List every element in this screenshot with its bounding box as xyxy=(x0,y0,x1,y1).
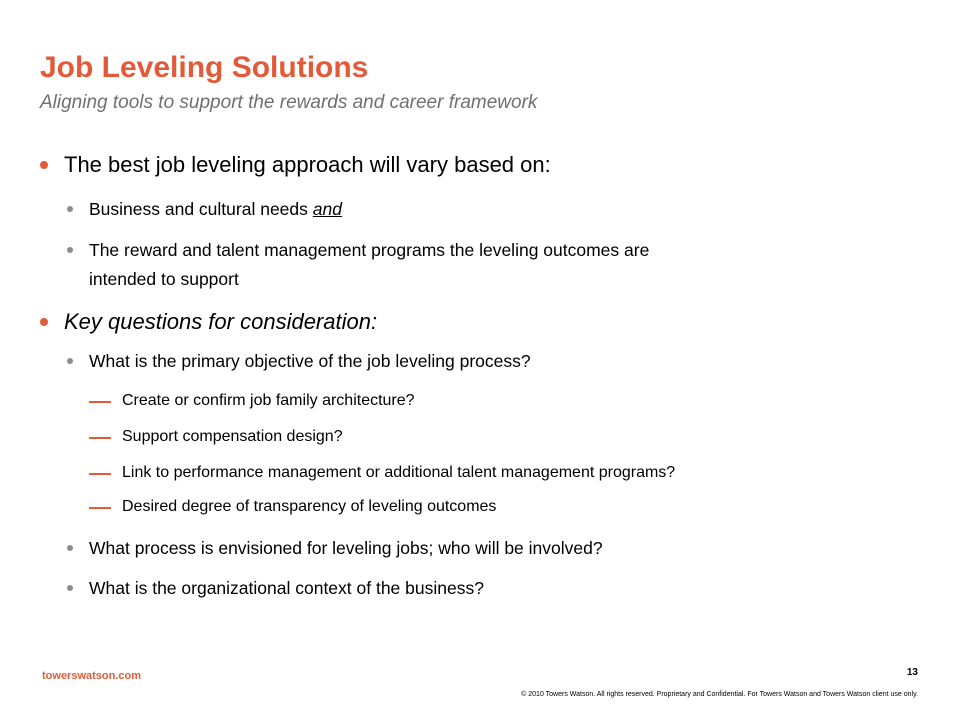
dash-item xyxy=(122,390,415,412)
bullet-level2 xyxy=(89,575,484,601)
emphasis-text: and xyxy=(312,199,342,219)
dash-item xyxy=(122,426,343,448)
page-number: 13 xyxy=(906,667,918,678)
bullet-text: What process is envisioned for leveling jobs; who will be involved? xyxy=(89,538,603,558)
dash-text: Desired degree of transparency of leveling outcomes xyxy=(122,498,497,515)
bullet-dot xyxy=(67,247,73,253)
bullet-dot xyxy=(67,358,73,364)
dash-marker xyxy=(89,473,111,475)
bullet-text: What is the organizational context of the business? xyxy=(89,578,484,598)
bullet-text: The reward and talent management programs the leveling outcomes are xyxy=(89,240,650,260)
bullet-dot xyxy=(67,585,73,591)
dash-text: Link to performance management or additional talent management programs? xyxy=(122,464,676,481)
bullet-dot xyxy=(67,206,73,212)
dash-item xyxy=(122,462,675,484)
bullet-text: intended to support xyxy=(89,269,239,289)
footer-brand-link[interactable]: towerswatson.com xyxy=(42,670,142,682)
bullet-text: What is the primary objective of the job leveling process? xyxy=(89,351,531,371)
bullet-level2 xyxy=(89,237,649,263)
bullet-level2 xyxy=(89,348,531,374)
copyright-text: © 2010 Towers Watson. All rights reserved. Proprietary and Confidential. For Towers Watson and Towers Watson client use only. xyxy=(521,691,918,698)
slide-subtitle: Aligning tools to support the rewards and career framework xyxy=(40,92,538,113)
bullet-level2 xyxy=(89,535,603,561)
bullet-level1 xyxy=(64,151,551,179)
dash-item xyxy=(122,496,496,518)
dash-text: Support compensation design? xyxy=(122,428,343,445)
bullet-dot xyxy=(40,318,48,326)
bullet-text: Key questions for consideration: xyxy=(64,309,378,334)
dash-marker xyxy=(89,401,111,403)
dash-marker xyxy=(89,507,111,509)
bullet-level1 xyxy=(64,308,377,336)
bullet-level2 xyxy=(89,196,342,222)
dash-text: Create or confirm job family architecture? xyxy=(122,392,415,409)
dash-marker xyxy=(89,437,111,439)
bullet-dot xyxy=(40,161,48,169)
bullet-dot xyxy=(67,545,73,551)
bullet-continuation xyxy=(89,266,239,292)
slide-title: Job Leveling Solutions xyxy=(40,51,369,84)
bullet-text: The best job leveling approach will vary based on: xyxy=(64,152,551,177)
bullet-text: Business and cultural needs xyxy=(89,199,313,219)
